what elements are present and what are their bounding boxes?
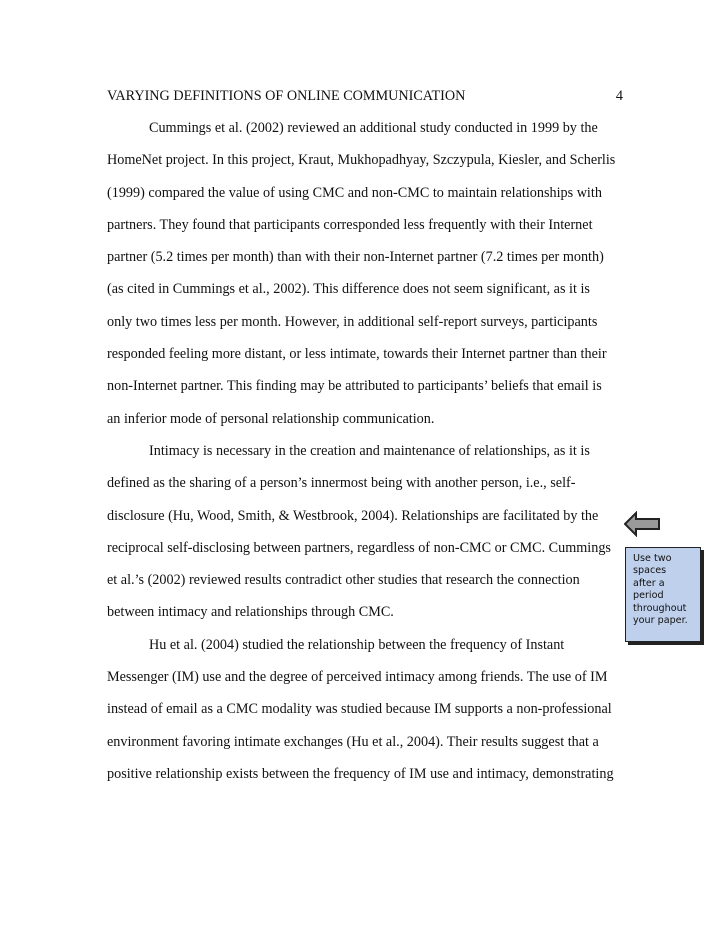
left-arrow-shape — [625, 513, 659, 535]
page-number: 4 — [615, 88, 623, 104]
paragraph-1-line-2: HomeNet project. In this project, Kraut, Mukhopadhyay, Szczypula, Kiesler, and Scherlis — [107, 152, 616, 169]
left-arrow-icon — [624, 511, 660, 537]
paragraph-2-line-3: disclosure (Hu, Wood, Smith, & Westbrook, 2004). Relationships are facilitated by the — [107, 507, 599, 524]
paragraph-1-line-9: non-Internet partner. This finding may be attributed to participants’ beliefs that email is — [107, 378, 602, 395]
paragraph-2-line-1: Intimacy is necessary in the creation and maintenance of relationships, as it is — [149, 442, 590, 459]
running-head — [107, 85, 623, 107]
paragraph-2-line-5: et al.’s (2002) reviewed results contradict other studies that research the connection — [107, 572, 580, 589]
paragraph-3-line-3: instead of email as a CMC modality was studied because IM supports a non-professional — [107, 701, 612, 718]
paragraph-1-line-1: Cummings et al. (2002) reviewed an additional study conducted in 1999 by the — [149, 120, 598, 136]
callout-note: Use two spaces after a period throughout your paper. — [625, 547, 701, 642]
running-head-title: VARYING DEFINITIONS OF ONLINE COMMUNICATION — [107, 88, 466, 104]
paragraph-2-line-6: between intimacy and relationships through CMC. — [107, 604, 394, 621]
paragraph-3-line-1: Hu et al. (2004) studied the relationship between the frequency of Instant — [149, 636, 565, 653]
paragraph-1-line-8: responded feeling more distant, or less intimate, towards their Internet partner than their — [107, 346, 607, 363]
paragraph-3-line-4: environment favoring intimate exchanges (Hu et al., 2004). Their results suggest that a — [107, 733, 599, 750]
paragraph-1-line-7: only two times less per month. However, in additional self-report surveys, participants — [107, 313, 598, 330]
paragraph-1-line-4: partners. They found that participants corresponded less frequently with their Internet — [107, 216, 593, 233]
paragraph-1-line-5: partner (5.2 times per month) than with their non-Internet partner (7.2 times per month) — [107, 249, 604, 266]
paragraph-1-line-3: (1999) compared the value of using CMC and non-CMC to maintain relationships with — [107, 184, 602, 201]
paragraph-3-line-2: Messenger (IM) use and the degree of perceived intimacy among friends. The use of IM — [107, 669, 608, 686]
paragraph-1-line-6: (as cited in Cummings et al., 2002). This difference does not seem significant, as it is — [107, 281, 590, 298]
paragraph-1-line-10: an inferior mode of personal relationship communication. — [107, 410, 435, 427]
paragraph-3-line-5: positive relationship exists between the frequency of IM use and intimacy, demonstrating — [107, 765, 614, 782]
body-text — [107, 117, 627, 795]
paragraph-2-line-4: reciprocal self-disclosing between partners, regardless of non-CMC or CMC. Cummings — [107, 539, 611, 556]
paragraph-2-line-2: defined as the sharing of a person’s innermost being with another person, i.e., self- — [107, 475, 576, 492]
